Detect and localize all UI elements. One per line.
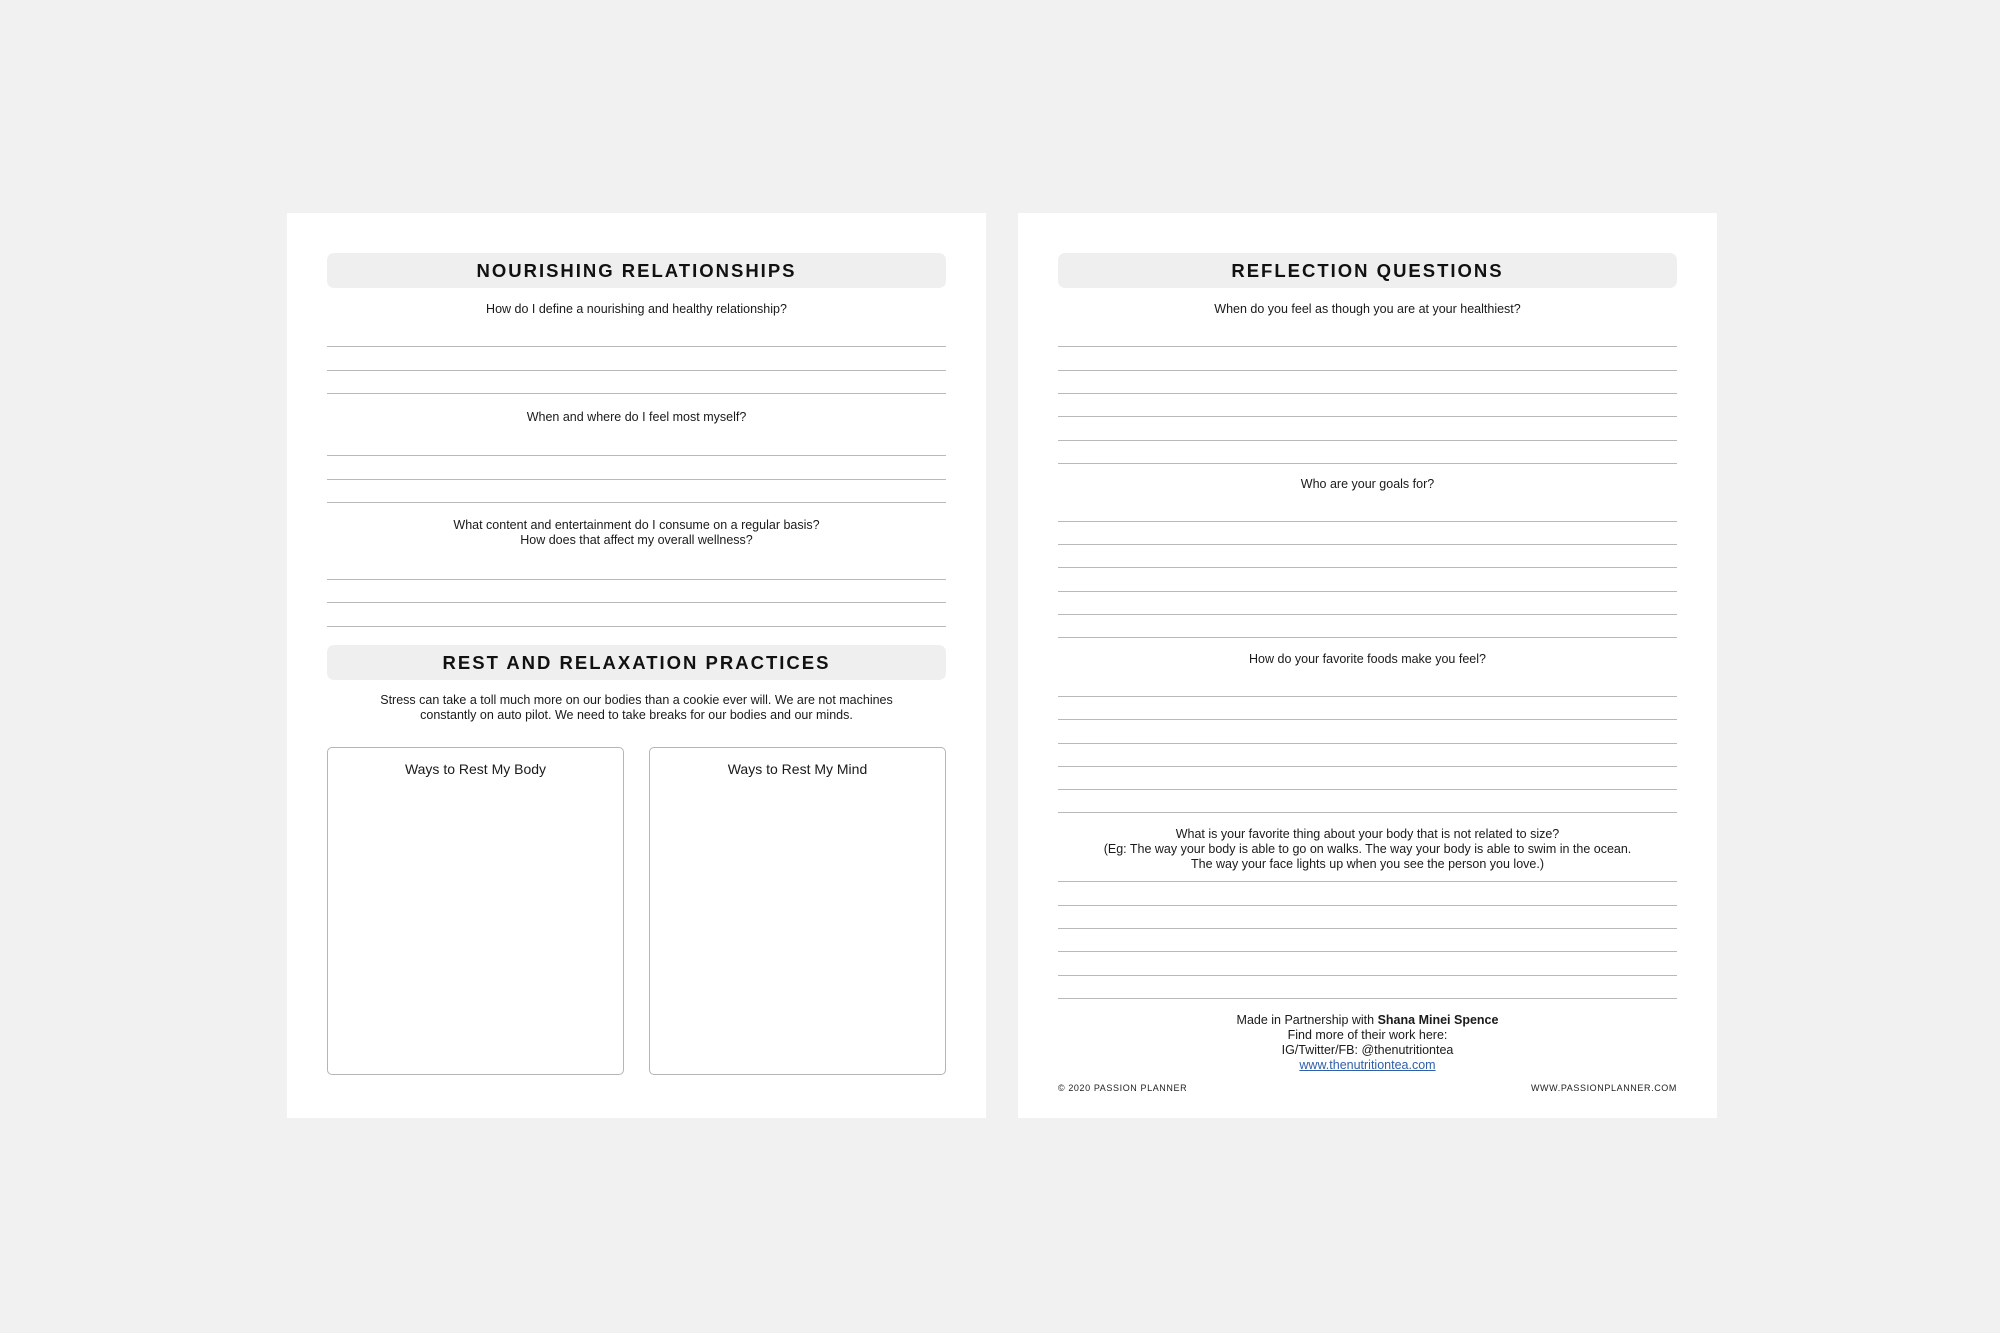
nourishing-question-3-line-2: How does that affect my overall wellness? <box>520 533 753 547</box>
partner-name: Shana Minei Spence <box>1377 1013 1499 1027</box>
rest-intro-line-1: Stress can take a toll much more on our bodies than a cookie ever will. We are not machines <box>380 693 893 707</box>
reflection-question-4-line-2: (Eg: The way your body is able to go on walks. The way your body is able to swim in the ocean. <box>1103 842 1632 856</box>
writing-line[interactable] <box>1058 591 1677 592</box>
writing-line[interactable] <box>1058 743 1677 744</box>
writing-line[interactable] <box>1058 905 1677 906</box>
reflection-questions-heading: REFLECTION QUESTIONS <box>1058 253 1677 288</box>
nourishing-relationships-heading: NOURISHING RELATIONSHIPS <box>327 253 946 288</box>
writing-line[interactable] <box>1058 998 1677 999</box>
rest-body-box-label: Ways to Rest My Body <box>404 761 547 777</box>
writing-line[interactable] <box>1058 567 1677 568</box>
rest-intro-text <box>327 693 946 723</box>
writing-line[interactable] <box>1058 789 1677 790</box>
writing-line[interactable] <box>1058 463 1677 464</box>
reflection-question-4-line-1: What is your favorite thing about your body that is not related to size? <box>1175 827 1560 841</box>
writing-line[interactable] <box>1058 614 1677 615</box>
writing-line[interactable] <box>1058 521 1677 522</box>
writing-line[interactable] <box>1058 719 1677 720</box>
worksheet-page-right <box>1018 213 1717 1118</box>
worksheet-page-left <box>287 213 986 1118</box>
writing-line[interactable] <box>1058 766 1677 767</box>
writing-line[interactable] <box>327 370 946 371</box>
rest-mind-box[interactable] <box>649 747 946 1075</box>
nourishing-question-2: When and where do I feel most myself? <box>526 410 747 424</box>
writing-line[interactable] <box>1058 696 1677 697</box>
rest-relaxation-heading: REST AND RELAXATION PRACTICES <box>327 645 946 680</box>
reflection-question-4-line-3: The way your face lights up when you see the person you love.) <box>1191 857 1544 871</box>
writing-line[interactable] <box>327 479 946 480</box>
reflection-question-1: When do you feel as though you are at your healthiest? <box>1214 302 1521 316</box>
nourishing-question-3 <box>327 518 946 548</box>
writing-line[interactable] <box>1058 416 1677 417</box>
reflection-question-3: How do your favorite foods make you feel? <box>1249 652 1486 666</box>
nourishing-question-3-line-1: What content and entertainment do I consume on a regular basis? <box>453 518 820 532</box>
rest-mind-box-label: Ways to Rest My Mind <box>727 761 868 777</box>
writing-line[interactable] <box>327 579 946 580</box>
writing-line[interactable] <box>1058 440 1677 441</box>
writing-line[interactable] <box>1058 881 1677 882</box>
writing-line[interactable] <box>1058 812 1677 813</box>
passion-planner-site: WWW.PASSIONPLANNER.COM <box>1530 1083 1677 1093</box>
reflection-question-2: Who are your goals for? <box>1300 477 1435 491</box>
nourishing-question-1: How do I define a nourishing and healthy relationship? <box>486 302 787 316</box>
writing-line[interactable] <box>1058 346 1677 347</box>
writing-line[interactable] <box>327 502 946 503</box>
writing-line[interactable] <box>1058 544 1677 545</box>
writing-line[interactable] <box>1058 951 1677 952</box>
writing-line[interactable] <box>327 626 946 627</box>
writing-line[interactable] <box>1058 370 1677 371</box>
reflection-question-4 <box>1058 827 1677 872</box>
copyright-text: © 2020 PASSION PLANNER <box>1058 1083 1188 1093</box>
writing-line[interactable] <box>1058 928 1677 929</box>
rest-intro-line-2: constantly on auto pilot. We need to take breaks for our bodies and our minds. <box>420 708 853 722</box>
partnership-line <box>1058 1013 1677 1028</box>
writing-line[interactable] <box>327 602 946 603</box>
find-more-text: Find more of their work here: <box>1287 1028 1448 1042</box>
writing-line[interactable] <box>327 346 946 347</box>
writing-line[interactable] <box>327 455 946 456</box>
writing-line[interactable] <box>327 393 946 394</box>
partner-website-link[interactable]: www.thenutritiontea.com <box>1299 1058 1436 1072</box>
rest-body-box[interactable] <box>327 747 624 1075</box>
writing-line[interactable] <box>1058 975 1677 976</box>
partnership-credits <box>1058 1013 1677 1073</box>
partnership-prefix: Made in Partnership with <box>1236 1013 1378 1027</box>
writing-line[interactable] <box>1058 637 1677 638</box>
social-handles: IG/Twitter/FB: @thenutritiontea <box>1281 1043 1454 1057</box>
writing-line[interactable] <box>1058 393 1677 394</box>
